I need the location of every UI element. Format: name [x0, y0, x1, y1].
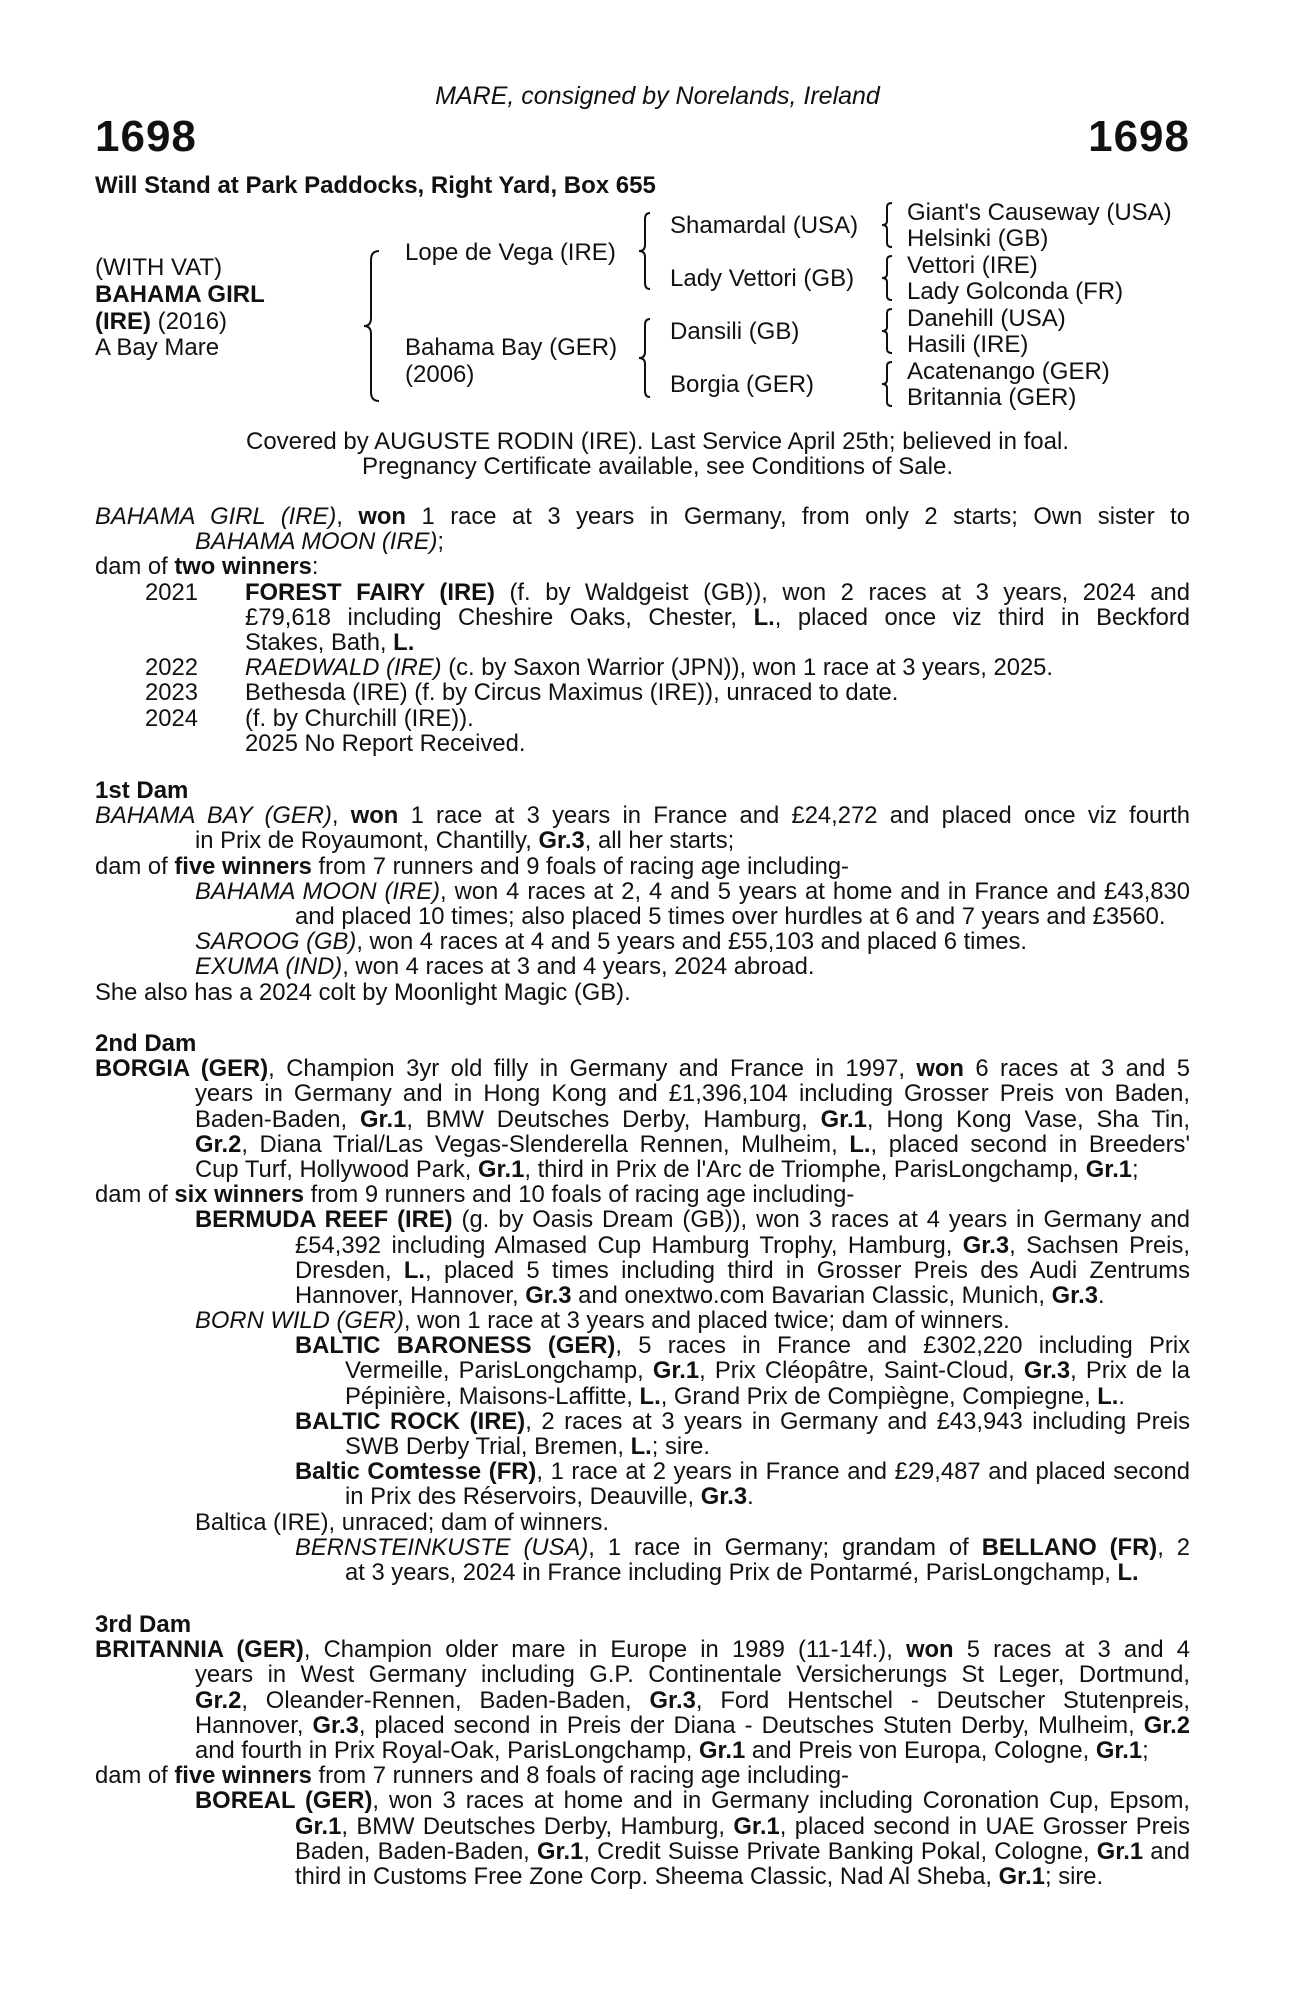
pedigree-dam-sire: Dansili (GB)	[670, 318, 800, 345]
pedigree-brace-ss	[880, 202, 894, 248]
text-line: BERNSTEINKUSTE (USA), 1 race in Germany; grandam of BELLANO (FR), 2	[295, 1534, 1190, 1560]
pedigree-brace-sd	[880, 255, 894, 301]
pedigree-sire-dam: Lady Vettori (GB)	[670, 265, 855, 292]
text-line: Hannover, Hannover, Gr.3 and onextwo.com Bavarian Classic, Munich, Gr.3.	[295, 1281, 1105, 1309]
first-dam-section	[95, 778, 1190, 1005]
pedigree-ddd: Britannia (GER)	[907, 384, 1077, 411]
pedigree-dam-dam: Borgia (GER)	[670, 371, 815, 398]
text-line: BAHAMA MOON (IRE), won 4 races at 2, 4 and 5 years at home and in France and £43,830	[195, 878, 1190, 904]
text-line: She also has a 2024 colt by Moonlight Magic (GB).	[95, 978, 631, 1006]
text-line: BRITANNIA (GER), Champion older mare in Europe in 1989 (11-14f.), won 5 races at 3 and 4	[95, 1637, 1190, 1663]
pedigree-brace-ds	[880, 308, 894, 354]
text-line: Cup Turf, Hollywood Park, Gr.1, third in Prix de l'Arc de Triomphe, ParisLongchamp, Gr.1;	[195, 1155, 1139, 1183]
text-line: and fourth in Prix Royal-Oak, ParisLongchamp, Gr.1 and Preis von Europa, Cologne, Gr.1;	[195, 1736, 1149, 1764]
horse-description: A Bay Mare	[95, 334, 220, 361]
pedigree-sds: Vettori (IRE)	[907, 252, 1038, 279]
text-line: 2025 No Report Received.	[245, 729, 526, 757]
text-line: 2024 (f. by Churchill (IRE)).	[145, 704, 474, 732]
pedigree-sdd: Lady Golconda (FR)	[907, 278, 1124, 305]
text-line: BERMUDA REEF (IRE) (g. by Oasis Dream (GB)), won 3 races at 4 years in Germany and	[195, 1207, 1190, 1233]
pedigree-dam-year: (2006)	[405, 361, 475, 388]
text-line: dam of six winners from 9 runners and 10 foals of racing age including-	[95, 1181, 855, 1209]
pedigree-brace-dd	[880, 361, 894, 407]
vat-label: (WITH VAT)	[95, 254, 223, 281]
standing-location: Will Stand at Park Paddocks, Right Yard, Box 655	[95, 172, 656, 199]
produce-record	[95, 504, 1190, 756]
text-line: dam of five winners from 7 runners and 8 foals of racing age including-	[95, 1762, 849, 1790]
third-dam-section	[95, 1612, 1190, 1889]
text-line: £79,618 including Cheshire Oaks, Chester, L., placed once viz third in Beckford	[245, 604, 1190, 630]
pedigree-dss: Danehill (USA)	[907, 305, 1066, 332]
text-line: Baden-Baden, Gr.1, BMW Deutsches Derby, Hamburg, Gr.1, Hong Kong Vase, Sha Tin,	[195, 1106, 1190, 1132]
pedigree-sire: Lope de Vega (IRE)	[405, 239, 616, 266]
pedigree-ssd: Helsinki (GB)	[907, 225, 1049, 252]
text-line: Gr.2, Diana Trial/Las Vegas-Slenderella Rennen, Mulheim, L., placed second in Breeders'	[195, 1131, 1190, 1157]
pedigree-sire-sire: Shamardal (USA)	[670, 212, 859, 239]
text-line: and placed 10 times; also placed 5 times over hurdles at 6 and 7 years and £3560.	[295, 902, 1166, 930]
text-line: 2021 FOREST FAIRY (IRE) (f. by Waldgeist (GB)), won 2 races at 3 years, 2024 and	[145, 579, 1190, 605]
pedigree-main-brace	[362, 250, 382, 402]
pedigree-dam: Bahama Bay (GER)	[405, 334, 618, 361]
text-line: BAHAMA MOON (IRE);	[195, 528, 445, 556]
text-line: BOREAL (GER), won 3 races at home and in Germany including Coronation Cup, Epsom,	[195, 1788, 1190, 1814]
text-line: Hannover, Gr.3, placed second in Preis der Diana - Deutsches Stuten Derby, Mulheim, Gr.2	[195, 1712, 1190, 1738]
text-line: in Prix de Royaumont, Chantilly, Gr.3, all her starts;	[195, 827, 735, 855]
text-line: dam of two winners:	[95, 553, 319, 581]
text-line: BALTIC ROCK (IRE), 2 races at 3 years in Germany and £43,943 including Preis	[295, 1408, 1190, 1434]
text-line: Pépinière, Maisons-Laffitte, L., Grand Prix de Compiègne, Compiegne, L..	[345, 1382, 1125, 1410]
text-line: SWB Derby Trial, Bremen, L.; sire.	[345, 1433, 710, 1460]
lot-number-left: 1698	[95, 112, 197, 161]
horse-origin-year: (IRE) (2016)	[95, 308, 228, 335]
section-heading: 1st Dam	[95, 777, 189, 804]
pedigree-sss: Giant's Causeway (USA)	[907, 199, 1172, 226]
text-line: Baltic Comtesse (FR), 1 race at 2 years in France and £29,487 and placed second	[295, 1459, 1190, 1485]
text-line: £54,392 including Almased Cup Hamburg Trophy, Hamburg, Gr.3, Sachsen Preis,	[295, 1232, 1190, 1258]
text-line: 2023 Bethesda (IRE) (f. by Circus Maximus (IRE)), unraced to date.	[145, 679, 899, 707]
text-line: dam of five winners from 7 runners and 9 foals of racing age including-	[95, 852, 849, 880]
text-line: SAROOG (GB), won 4 races at 4 and 5 years and £55,103 and placed 6 times.	[195, 928, 1028, 956]
second-dam-section	[95, 1031, 1190, 1585]
text-line: Baden, Baden-Baden, Gr.1, Credit Suisse Private Banking Pokal, Cologne, Gr.1 and	[295, 1838, 1190, 1864]
horse-name: BAHAMA GIRL	[95, 281, 265, 308]
text-line: 2022 RAEDWALD (IRE) (c. by Saxon Warrior (JPN)), won 1 race at 3 years, 2025.	[145, 654, 1054, 682]
pedigree-dsd: Hasili (IRE)	[907, 331, 1029, 358]
covered-line: Covered by AUGUSTE RODIN (IRE). Last Service April 25th; believed in foal.	[246, 428, 1069, 455]
text-line: Vermeille, ParisLongchamp, Gr.1, Prix Cléopâtre, Saint-Cloud, Gr.3, Prix de la	[345, 1358, 1190, 1384]
section-heading: 2nd Dam	[95, 1030, 197, 1057]
text-line: years in West Germany including G.P. Continentale Versicherungs St Leger, Dortmund,	[195, 1662, 1190, 1688]
text-line: Gr.1, BMW Deutsches Derby, Hamburg, Gr.1, placed second in UAE Grosser Preis	[295, 1813, 1190, 1839]
text-line: BORN WILD (GER), won 1 race at 3 years and placed twice; dam of winners.	[195, 1307, 1010, 1335]
text-line: BAHAMA BAY (GER), won 1 race at 3 years in France and £24,272 and placed once viz fourth	[95, 803, 1190, 829]
section-heading: 3rd Dam	[95, 1611, 192, 1638]
text-line: EXUMA (IND), won 4 races at 3 and 4 years, 2024 abroad.	[195, 953, 815, 981]
text-line: Dresden, L., placed 5 times including third in Grosser Preis des Audi Zentrums	[295, 1257, 1190, 1283]
text-line: years in Germany and in Hong Kong and £1,396,104 including Grosser Preis von Baden,	[195, 1081, 1190, 1107]
text-line: Stakes, Bath, L.	[245, 628, 415, 656]
text-line: Gr.2, Oleander-Rennen, Baden-Baden, Gr.3, Ford Hentschel - Deutscher Stutenpreis,	[195, 1687, 1190, 1713]
consignor-line: MARE, consigned by Norelands, Ireland	[435, 82, 880, 110]
pedigree-sire-brace	[637, 212, 653, 290]
pedigree-dam-brace	[637, 318, 653, 398]
text-line: BORGIA (GER), Champion 3yr old filly in Germany and France in 1997, won 6 races at 3 and 5	[95, 1056, 1190, 1082]
text-line: in Prix des Réservoirs, Deauville, Gr.3.	[345, 1483, 754, 1511]
text-line: at 3 years, 2024 in France including Prix de Pontarmé, ParisLongchamp, L.	[345, 1558, 1139, 1586]
lot-number-right: 1698	[1088, 112, 1190, 161]
text-line: BAHAMA GIRL (IRE), won 1 race at 3 years in Germany, from only 2 starts; Own sister to	[95, 504, 1190, 530]
text-line: third in Customs Free Zone Corp. Sheema Classic, Nad Al Sheba, Gr.1; sire.	[295, 1862, 1104, 1890]
text-line: Baltica (IRE), unraced; dam of winners.	[195, 1508, 609, 1536]
pregnancy-certificate-line: Pregnancy Certificate available, see Conditions of Sale.	[362, 453, 953, 480]
pedigree-dds: Acatenango (GER)	[907, 358, 1110, 385]
text-line: BALTIC BARONESS (GER), 5 races in France and £302,220 including Prix	[295, 1333, 1190, 1359]
